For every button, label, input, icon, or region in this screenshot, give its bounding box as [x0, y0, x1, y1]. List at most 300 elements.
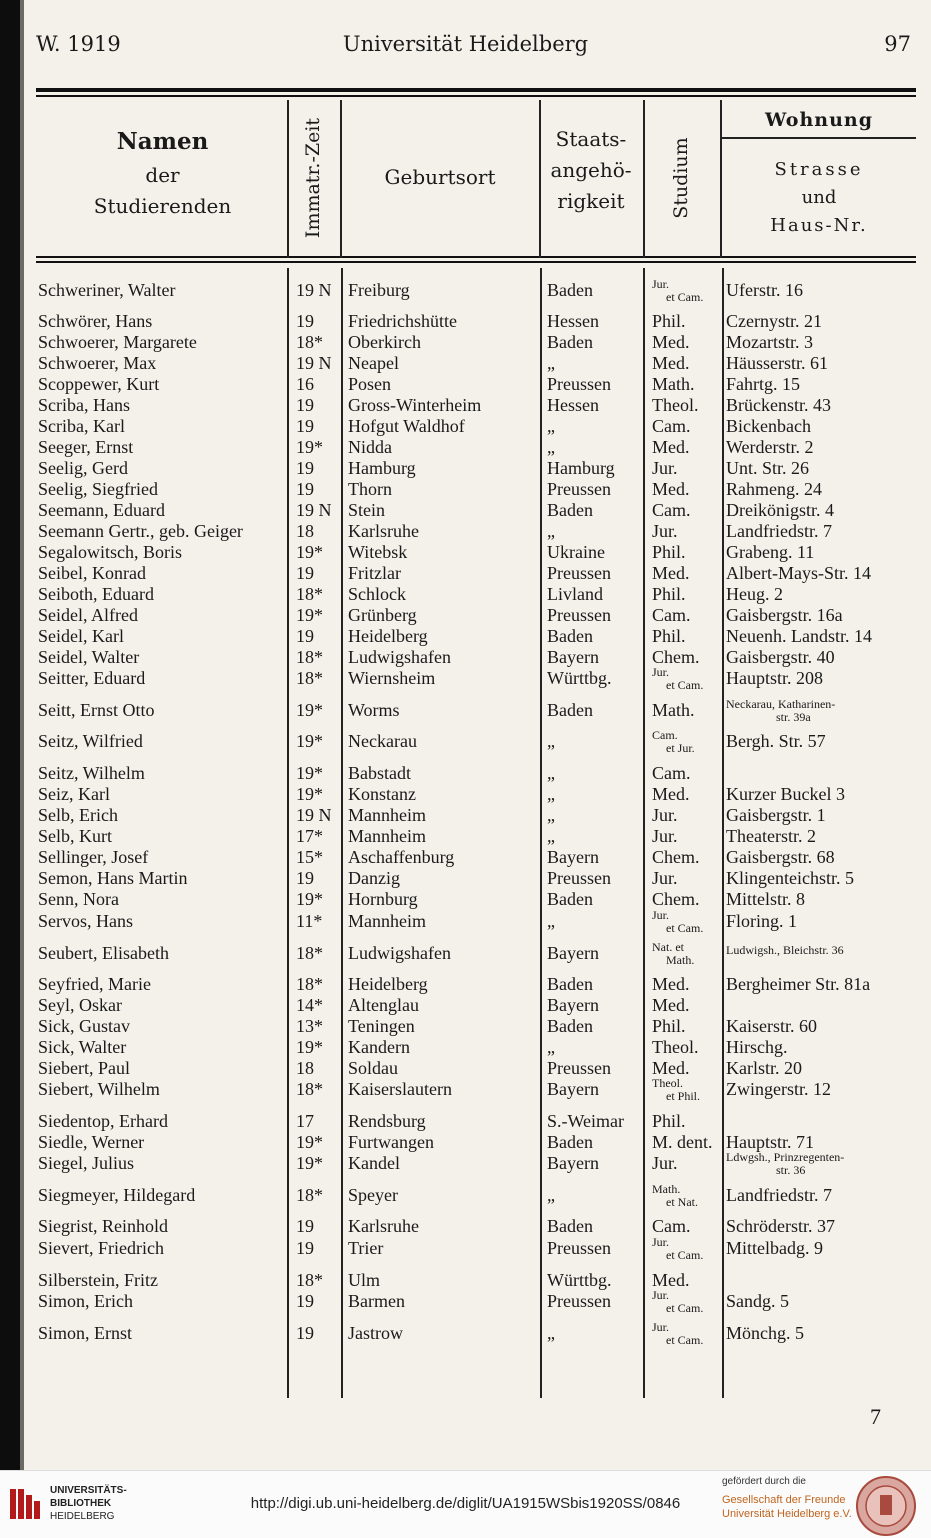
cell-place: Hofgut Waldhof — [348, 416, 465, 436]
cell-study: Jur. — [652, 805, 678, 825]
cell-name: Selb, Kurt — [38, 826, 112, 846]
cell-study: Cam. — [652, 416, 691, 436]
cell-place: Witebsk — [348, 542, 408, 562]
cell-state: Württbg. — [547, 1270, 612, 1290]
cell-state: Preussen — [547, 1291, 611, 1311]
cell-name: Siegmeyer, Hildegard — [38, 1185, 196, 1205]
header-names-line2: der — [145, 162, 180, 187]
cell-place: Babstadt — [348, 763, 411, 783]
header-semester: Immatr.-Zeit — [302, 117, 324, 239]
cell-addr: Bergh. Str. 57 — [726, 731, 826, 751]
cell-state: Württbg. — [547, 668, 612, 688]
cell-state: Baden — [547, 500, 593, 520]
header-birthplace: Geburtsort — [384, 165, 496, 189]
cell-study: Theol. — [652, 1037, 699, 1057]
cell-study: Chem. — [652, 847, 700, 867]
cell-place: Kandel — [348, 1153, 400, 1173]
cell-name: Silberstein, Fritz — [38, 1270, 158, 1290]
cell-state: Ukraine — [547, 542, 605, 562]
cell-study-line2: et Phil. — [666, 1089, 701, 1103]
cell-state: Preussen — [547, 479, 611, 499]
header-nationality-line1: Staats- — [555, 127, 627, 151]
cell-name: Semon, Hans Martin — [38, 868, 188, 888]
cell-sem: 19* — [296, 1153, 323, 1173]
body-col-divider-4 — [643, 268, 645, 1398]
library-name-line2: BIBLIOTHEK — [50, 1498, 112, 1509]
cell-addr: Uferstr. 16 — [726, 280, 803, 300]
cell-state: Hessen — [547, 395, 599, 415]
cell-state: Preussen — [547, 868, 611, 888]
cell-name: Seibel, Konrad — [38, 563, 146, 583]
header-study: Studium — [670, 137, 692, 219]
cell-state: Baden — [547, 280, 593, 300]
cell-addr: Ldwgsh., Prinzregenten- — [726, 1150, 845, 1164]
cell-study: Phil. — [652, 1016, 686, 1036]
cell-sem: 18* — [296, 584, 323, 604]
cell-addr: Neuenh. Landstr. 14 — [726, 626, 872, 646]
cell-sem: 18* — [296, 943, 323, 963]
cell-name: Schwoerer, Margarete — [38, 332, 197, 352]
cell-study-line2: et Nat. — [666, 1195, 698, 1209]
cell-study: Jur. — [652, 458, 678, 478]
cell-addr: Kurzer Buckel 3 — [726, 784, 845, 804]
cell-place: Mannheim — [348, 805, 426, 825]
cell-sem: 19 N — [296, 805, 332, 825]
cell-sem: 19 — [296, 458, 314, 478]
cell-state: Livland — [547, 584, 603, 604]
cell-name: Seiz, Karl — [38, 784, 110, 804]
cell-study: Jur. — [652, 665, 670, 679]
cell-state: Bayern — [547, 1079, 599, 1099]
cell-name: Schwoerer, Max — [38, 353, 157, 373]
cell-study: Med. — [652, 974, 690, 994]
running-head-title: Universität Heidelberg — [342, 32, 589, 56]
cell-place: Kaiserslautern — [348, 1079, 452, 1099]
cell-state: Baden — [547, 889, 593, 909]
cell-sem: 19 — [296, 626, 314, 646]
cell-study: Math. — [652, 700, 695, 720]
cell-addr: Häusserstr. 61 — [726, 353, 828, 373]
cell-place: Danzig — [348, 868, 400, 888]
cell-sem: 19* — [296, 784, 323, 804]
source-url-link[interactable]: http://digi.ub.uni-heidelberg.de/diglit/UA1915WSbis1920SS/0846 — [250, 1495, 681, 1512]
cell-state: „ — [547, 911, 555, 931]
cell-place: Fritzlar — [348, 563, 401, 583]
cell-study: Cam. — [652, 728, 678, 742]
cell-place: Soldau — [348, 1058, 399, 1078]
cell-addr: Hauptstr. 71 — [726, 1132, 814, 1152]
cell-name: Scoppewer, Kurt — [38, 374, 160, 394]
cell-name: Scriba, Hans — [38, 395, 130, 415]
cell-name: Scriba, Karl — [38, 416, 125, 436]
cell-name: Segalowitsch, Boris — [38, 542, 182, 562]
top-double-rule — [36, 88, 916, 92]
cell-sem: 16 — [296, 374, 314, 394]
cell-state: Preussen — [547, 374, 611, 394]
cell-state: „ — [547, 731, 555, 751]
cell-name: Seyl, Oskar — [38, 995, 122, 1015]
header-residence-street: Strasse — [774, 159, 864, 180]
cell-study: Med. — [652, 479, 690, 499]
cell-sem: 18* — [296, 647, 323, 667]
cell-sem: 19 — [296, 1216, 314, 1236]
book-spine-shadow — [20, 0, 24, 1470]
cell-name: Simon, Ernst — [38, 1323, 133, 1343]
cell-state: Bayern — [547, 995, 599, 1015]
cell-study-line2: et Cam. — [666, 678, 704, 692]
cell-state: S.-Weimar — [547, 1111, 625, 1131]
cell-study: Med. — [652, 563, 690, 583]
cell-state: „ — [547, 805, 555, 825]
cell-addr: Bergheimer Str. 81a — [726, 974, 871, 994]
cell-study: Jur. — [652, 277, 670, 291]
header-nationality-line3: rigkeit — [557, 189, 625, 213]
cell-study: Math. — [652, 374, 695, 394]
cell-place: Rendsburg — [348, 1111, 426, 1131]
cell-name: Senn, Nora — [38, 889, 119, 909]
body-col-divider-5 — [722, 268, 724, 1398]
sponsor-name-line2: Universität Heidelberg e.V. — [722, 1508, 852, 1520]
cell-name: Siebert, Paul — [38, 1058, 130, 1078]
cell-addr: Fahrtg. 15 — [726, 374, 800, 394]
cell-state: Bayern — [547, 847, 599, 867]
cell-addr: Mittelbadg. 9 — [726, 1238, 823, 1258]
cell-study: Phil. — [652, 542, 686, 562]
cell-name: Seidel, Karl — [38, 626, 124, 646]
sponsor-name-line1: Gesellschaft der Freunde — [722, 1494, 846, 1506]
cell-study: Phil. — [652, 584, 686, 604]
cell-state: Baden — [547, 332, 593, 352]
cell-sem: 19 — [296, 868, 314, 888]
cell-sem: 19* — [296, 1132, 323, 1152]
cell-state: „ — [547, 353, 555, 373]
cell-place: Hornburg — [348, 889, 418, 909]
cell-study: Chem. — [652, 889, 700, 909]
cell-addr: Hirschg. — [726, 1037, 788, 1057]
cell-place: Thorn — [348, 479, 392, 499]
cell-addr: Kaiserstr. 60 — [726, 1016, 817, 1036]
cell-place: Gross-Winterheim — [348, 395, 482, 415]
cell-place: Stein — [348, 500, 386, 520]
cell-study: Med. — [652, 332, 690, 352]
cell-sem: 18* — [296, 1079, 323, 1099]
cell-sem: 19 — [296, 479, 314, 499]
cell-sem: 19 — [296, 563, 314, 583]
cell-addr: Karlstr. 20 — [726, 1058, 802, 1078]
cell-addr: Grabeng. 11 — [726, 542, 815, 562]
header-residence-title: Wohnung — [764, 109, 873, 131]
cell-sem: 19* — [296, 763, 323, 783]
cell-name: Seitz, Wilhelm — [38, 763, 145, 783]
cell-study: Jur. — [652, 521, 678, 541]
cell-name: Seyfried, Marie — [38, 974, 151, 994]
cell-sem: 18* — [296, 668, 323, 688]
cell-addr: Dreikönigstr. 4 — [726, 500, 834, 520]
cell-place: Altenglau — [348, 995, 419, 1015]
cell-place: Friedrichshütte — [348, 311, 457, 331]
cell-sem: 19* — [296, 700, 323, 720]
cell-study: Chem. — [652, 647, 700, 667]
cell-study: Theol. — [652, 1076, 683, 1090]
cell-study: Phil. — [652, 626, 686, 646]
cell-study: Jur. — [652, 1153, 678, 1173]
cell-state: Baden — [547, 1016, 593, 1036]
cell-name: Siebert, Wilhelm — [38, 1079, 160, 1099]
cell-addr: Rahmeng. 24 — [726, 479, 822, 499]
cell-state: Preussen — [547, 563, 611, 583]
cell-state: Preussen — [547, 605, 611, 625]
cell-study: Med. — [652, 1270, 690, 1290]
cell-study: Jur. — [652, 1288, 670, 1302]
cell-study: Med. — [652, 353, 690, 373]
cell-state: „ — [547, 521, 555, 541]
cell-place: Ludwigshafen — [348, 943, 451, 963]
cell-place: Neckarau — [348, 731, 417, 751]
cell-name: Schwörer, Hans — [38, 311, 153, 331]
cell-state: „ — [547, 437, 555, 457]
cell-study-line2: et Cam. — [666, 1248, 704, 1262]
cell-sem: 18 — [296, 521, 314, 541]
cell-sem: 19 — [296, 1323, 314, 1343]
cell-sem: 19 — [296, 416, 314, 436]
cell-name: Siegrist, Reinhold — [38, 1216, 168, 1236]
cell-place: Karlsruhe — [348, 521, 419, 541]
cell-sem: 18* — [296, 332, 323, 352]
cell-study-line2: et Cam. — [666, 1333, 704, 1347]
cell-addr: Mittelstr. 8 — [726, 889, 806, 909]
cell-addr: Neckarau, Katharinen- — [726, 697, 836, 711]
cell-sem: 18 — [296, 1058, 314, 1078]
cell-place: Ulm — [348, 1270, 381, 1290]
cell-place: Heidelberg — [348, 974, 428, 994]
cell-study: Med. — [652, 784, 690, 804]
cell-sem: 19* — [296, 542, 323, 562]
cell-place: Freiburg — [348, 280, 410, 300]
body-col-divider-3 — [540, 268, 542, 1398]
cell-state: „ — [547, 763, 555, 783]
cell-state: „ — [547, 826, 555, 846]
cell-addr: Heug. 2 — [726, 584, 783, 604]
library-name-line3: HEIDELBERG — [50, 1511, 115, 1522]
cell-name: Simon, Erich — [38, 1291, 133, 1311]
cell-study: Jur. — [652, 908, 670, 922]
cell-sem: 11* — [296, 911, 323, 931]
cell-sem: 19* — [296, 731, 323, 751]
cell-addr: Werderstr. 2 — [726, 437, 814, 457]
cell-sem: 18* — [296, 974, 323, 994]
cell-addr: Gaisbergstr. 68 — [726, 847, 835, 867]
cell-sem: 18* — [296, 1270, 323, 1290]
cell-place: Schlock — [348, 584, 406, 604]
cell-sem: 17 — [296, 1111, 314, 1131]
cell-state: „ — [547, 1037, 555, 1057]
cell-name: Siedentop, Erhard — [38, 1111, 168, 1131]
cell-place: Speyer — [348, 1185, 398, 1205]
printer-signature: 7 — [870, 1404, 881, 1429]
cell-sem: 15* — [296, 847, 323, 867]
cell-name: Selb, Erich — [38, 805, 118, 825]
cell-state: Hamburg — [547, 458, 615, 478]
cell-state: Bayern — [547, 1153, 599, 1173]
cell-state: Preussen — [547, 1238, 611, 1258]
cell-sem: 19* — [296, 1037, 323, 1057]
cell-place: Wiernsheim — [348, 668, 436, 688]
col-divider-4 — [643, 100, 645, 258]
cell-place: Furtwangen — [348, 1132, 434, 1152]
cell-name: Siedle, Werner — [38, 1132, 145, 1152]
header-residence-and: und — [801, 186, 837, 208]
cell-sem: 14* — [296, 995, 323, 1015]
cell-name: Seelig, Siegfried — [38, 479, 158, 499]
cell-study: Cam. — [652, 605, 691, 625]
cell-study: Phil. — [652, 311, 686, 331]
cell-place: Worms — [348, 700, 400, 720]
header-names-line3: Studierenden — [93, 193, 232, 218]
cell-place: Grünberg — [348, 605, 417, 625]
cell-addr: Hauptstr. 208 — [726, 668, 823, 688]
cell-sem: 19 N — [296, 500, 332, 520]
cell-addr-line2: str. 39a — [776, 710, 811, 724]
library-name-line1: UNIVERSITÄTS- — [50, 1485, 127, 1496]
cell-addr: Landfriedstr. 7 — [726, 521, 832, 541]
cell-addr: Gaisbergstr. 16a — [726, 605, 843, 625]
cell-name: Seidel, Alfred — [38, 605, 138, 625]
cell-addr: Unt. Str. 26 — [726, 458, 810, 478]
cell-place: Hamburg — [348, 458, 416, 478]
cell-place: Posen — [348, 374, 392, 394]
cell-study: Jur. — [652, 1235, 670, 1249]
cell-addr: Ludwigsh., Bleichstr. 36 — [726, 943, 844, 957]
cell-addr: Gaisbergstr. 40 — [726, 647, 835, 667]
university-seal-icon — [855, 1475, 917, 1537]
cell-name: Seitt, Ernst Otto — [38, 700, 155, 720]
cell-addr: Brückenstr. 43 — [726, 395, 831, 415]
running-head-page-number: 97 — [884, 32, 911, 56]
cell-study: Jur. — [652, 826, 678, 846]
cell-sem: 13* — [296, 1016, 323, 1036]
cell-place: Neapel — [348, 353, 399, 373]
top-thin-rule — [36, 95, 916, 97]
cell-addr: Zwingerstr. 12 — [726, 1079, 831, 1099]
cell-name: Seiboth, Eduard — [38, 584, 154, 604]
cell-name: Schweriner, Walter — [38, 280, 176, 300]
cell-place: Oberkirch — [348, 332, 421, 352]
cell-study: Theol. — [652, 395, 699, 415]
cell-addr: Sandg. 5 — [726, 1291, 789, 1311]
body-col-divider-1 — [287, 268, 289, 1398]
cell-study-line2: et Jur. — [666, 741, 695, 755]
cell-addr: Theaterstr. 2 — [726, 826, 816, 846]
book-spine-edge — [0, 0, 20, 1470]
cell-study: Jur. — [652, 868, 678, 888]
cell-study: Nat. et — [652, 940, 684, 954]
cell-place: Mannheim — [348, 826, 426, 846]
cell-addr: Albert-Mays-Str. 14 — [726, 563, 871, 583]
header-bottom-rule — [36, 256, 916, 258]
cell-study-line2: Math. — [666, 953, 695, 967]
cell-addr: Mozartstr. 3 — [726, 332, 813, 352]
cell-name: Sick, Walter — [38, 1037, 127, 1057]
header-bottom-rule-2 — [36, 261, 916, 263]
cell-place: Trier — [348, 1238, 384, 1258]
cell-addr: Gaisbergstr. 1 — [726, 805, 826, 825]
cell-name: Seitz, Wilfried — [38, 731, 143, 751]
cell-name: Seemann, Eduard — [38, 500, 165, 520]
cell-name: Seelig, Gerd — [38, 458, 128, 478]
cell-study: Cam. — [652, 500, 691, 520]
cell-state: Bayern — [547, 943, 599, 963]
header-residence-sub — [722, 156, 916, 240]
cell-place: Konstanz — [348, 784, 416, 804]
cell-place: Barmen — [348, 1291, 405, 1311]
cell-state: Bayern — [547, 647, 599, 667]
cell-sem: 19 — [296, 311, 314, 331]
cell-name: Seubert, Elisabeth — [38, 943, 169, 963]
header-nationality — [541, 124, 641, 217]
cell-addr: Czernystr. 21 — [726, 311, 822, 331]
cell-name: Seeger, Ernst — [38, 437, 134, 457]
cell-sem: 19 — [296, 1238, 314, 1258]
cell-name: Sievert, Friedrich — [38, 1238, 164, 1258]
body-col-divider-2 — [341, 268, 343, 1398]
cell-study: Jur. — [652, 1320, 670, 1334]
cell-addr: Schröderstr. 37 — [726, 1216, 835, 1236]
cell-study: Phil. — [652, 1111, 686, 1131]
cell-state: Baden — [547, 1132, 593, 1152]
cell-sem: 19 N — [296, 353, 332, 373]
cell-study-line2: et Cam. — [666, 1301, 704, 1315]
cell-place: Mannheim — [348, 911, 426, 931]
cell-place: Nidda — [348, 437, 392, 457]
cell-sem: 19* — [296, 437, 323, 457]
cell-state: „ — [547, 1323, 555, 1343]
cell-place: Heidelberg — [348, 626, 428, 646]
header-names-line1: Namen — [116, 128, 209, 155]
cell-sem: 19* — [296, 889, 323, 909]
cell-study: Cam. — [652, 763, 691, 783]
cell-state: „ — [547, 1185, 555, 1205]
cell-place: Jastrow — [348, 1323, 403, 1343]
cell-sem: 18* — [296, 1185, 323, 1205]
cell-state: „ — [547, 784, 555, 804]
sponsor-name — [722, 1493, 852, 1521]
cell-study: Math. — [652, 1182, 681, 1196]
cell-study: M. dent. — [652, 1132, 713, 1152]
cell-state: Baden — [547, 626, 593, 646]
cell-sem: 19 — [296, 1291, 314, 1311]
cell-addr: Floring. 1 — [726, 911, 798, 931]
footer-bar — [0, 1470, 931, 1538]
cell-state: Baden — [547, 1216, 593, 1236]
running-head-semester: W. 1919 — [36, 32, 121, 56]
cell-name: Servos, Hans — [38, 911, 133, 931]
header-residence-number: Haus-Nr. — [770, 214, 868, 236]
cell-state: Preussen — [547, 1058, 611, 1078]
cell-name: Siegel, Julius — [38, 1153, 135, 1173]
cell-addr-line2: str. 36 — [776, 1163, 806, 1177]
cell-name: Seidel, Walter — [38, 647, 140, 667]
cell-study: Med. — [652, 995, 690, 1015]
cell-study: Cam. — [652, 1216, 691, 1236]
cell-addr: Klingenteichstr. 5 — [726, 868, 854, 888]
cell-addr: Bickenbach — [726, 416, 811, 436]
cell-place: Aschaffenburg — [348, 847, 455, 867]
header-nationality-line2: angehö- — [550, 158, 632, 182]
cell-place: Ludwigshafen — [348, 647, 451, 667]
cell-place: Karlsruhe — [348, 1216, 419, 1236]
wohnung-divider — [722, 137, 916, 139]
cell-name: Sick, Gustav — [38, 1016, 130, 1036]
